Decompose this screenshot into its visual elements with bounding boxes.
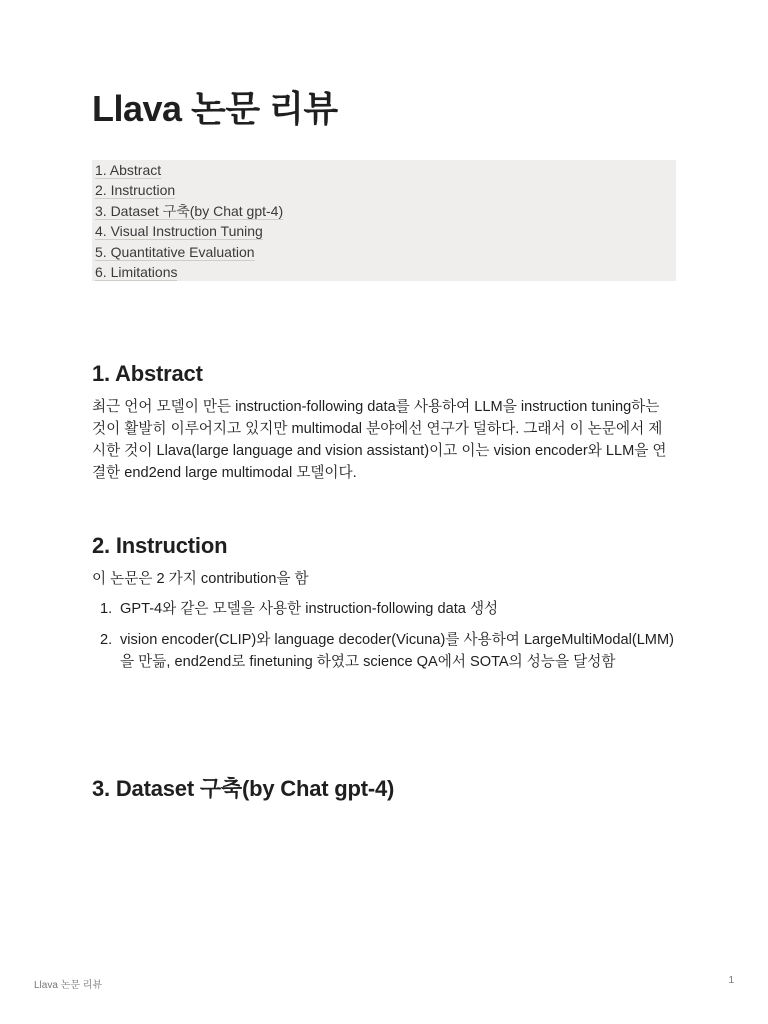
list-item-number: 1. [100, 601, 113, 617]
list-item-text: vision encoder(CLIP)와 language decoder(Vicuna)를 사용하여 LargeMultiModal(LMM)을 만듦, end2end로 finetuning 하였고 science QA에서 SOTA의 성능을 달성함 [120, 632, 674, 670]
toc-item-dataset[interactable] [95, 201, 673, 221]
toc-item-instruction[interactable] [95, 180, 673, 200]
toc-link[interactable]: 1. Abstract [95, 162, 162, 178]
section-heading-instruction: 2. Instruction [92, 533, 228, 558]
toc-link[interactable]: 4. Visual Instruction Tuning [95, 223, 263, 240]
toc-item-limitations[interactable] [95, 262, 673, 282]
list-item [92, 629, 676, 673]
page-number: 1 [728, 975, 734, 986]
footer-title: Llava 논문 리뷰 [34, 980, 103, 991]
instruction-intro: 이 논문은 2 가지 contribution을 함 [92, 571, 309, 587]
list-item-number: 2. [100, 632, 113, 648]
toc-link[interactable]: 6. Limitations [95, 264, 178, 281]
list-item [92, 598, 676, 620]
section-heading-abstract: 1. Abstract [92, 361, 203, 386]
table-of-contents [92, 160, 676, 281]
toc-item-quantitative-evaluation[interactable] [95, 242, 673, 262]
toc-link[interactable]: 3. Dataset 구축(by Chat gpt-4) [95, 202, 284, 219]
list-item-text: GPT-4와 같은 모델을 사용한 instruction-following data 생성 [120, 601, 499, 617]
toc-link[interactable]: 2. Instruction [95, 182, 176, 199]
toc-item-abstract[interactable] [95, 160, 673, 180]
contribution-list [92, 598, 676, 682]
page-title: Llava 논문 리뷰 [92, 88, 338, 129]
toc-item-visual-instruction-tuning[interactable] [95, 221, 673, 241]
toc-link[interactable]: 5. Quantitative Evaluation [95, 243, 255, 260]
abstract-paragraph: 최근 언어 모델이 만든 instruction-following data를 사용하여 LLM을 instruction tuning하는 것이 활발히 이루어지고 있지만 multimodal 분야에선 연구가 덜하다. 그래서 이 논문에서 제시한 것이 Llava(large language and vision assistant)이고 이는 vision encoder와 LLM을 연결한 end2end large multimodal 모델이다. [92, 399, 667, 481]
section-heading-dataset: 3. Dataset 구축(by Chat gpt-4) [92, 776, 395, 801]
